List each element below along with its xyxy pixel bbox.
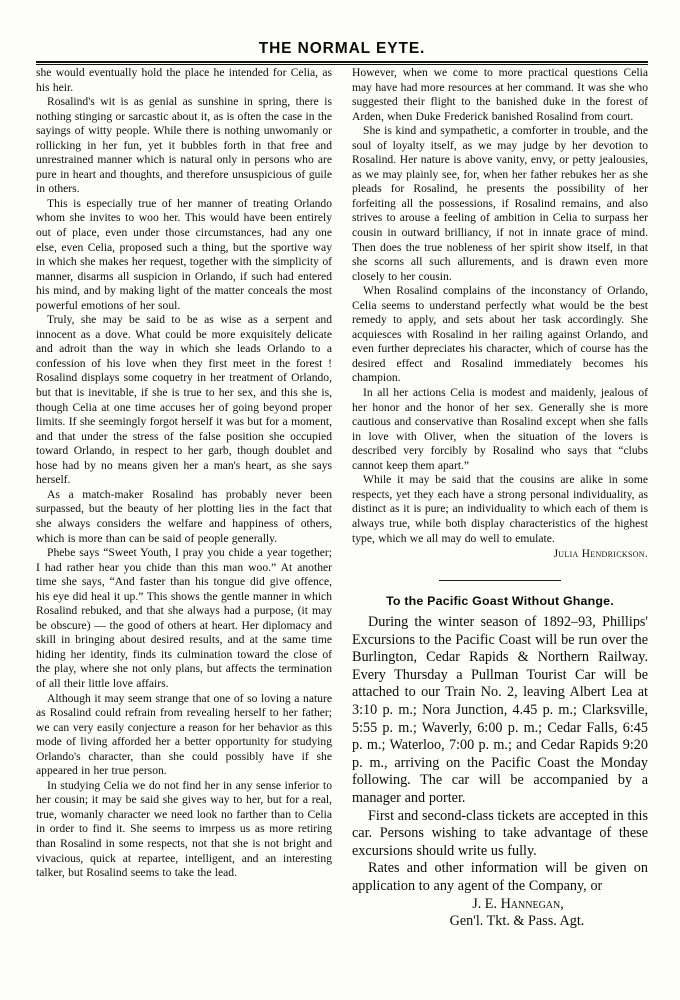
agent-name: [352, 896, 648, 914]
paragraph: Truly, she may be said to be as wise as a serpent and innocent as a dove. What could be more exquisitely delicate and adroit than the way in which she leads Orlando to a confession of his love when they first meet in the forest ! Rosalind displays some coquetry in her treatment of Orlando, but that is inevitable, if she is true to her sex, and this she is, though Celia at one time accuses her of going beyond proper limits. If she seemingly forgot herself it was but for a moment, and that under the stress of the false position she occupied toward Orlando, in respect to her garb, though doublet and hose had by no means given her a man's heart, as she says herself.: [36, 313, 332, 487]
paragraph: Phebe says “Sweet Youth, I pray you chide a year together; I had rather hear you chide than this man woo.” At another time she says, “And faster than his tongue did give offence, his eye did heal it up.” This shows the gentle manner in which Rosalind rebuked, and that she always had a purpose, (it may be obscure) — the good of others at heart. Her diplomacy and skill in bringing about desired results, and at the same time hiding her identity, finds its culmination toward the close of the play, where she not only plans, but affects the termination of all their little love affairs.: [36, 546, 332, 690]
paragraph: Rosalind's wit is as genial as sunshine in spring, there is nothing stinging or sarcastic about it, as is often the case in the sayings of witty people. While there is nothing unwomanly or rollicking in her fun, yet it bubbles forth in that free and unrestrained manner which is natural only in persons who are pure in heart and thoughts, and therefore unsuspicious of guile in others.: [36, 95, 332, 196]
paragraph: However, when we come to more practical questions Celia may have had more resources at her command. It was she who suggested their flight to the banished duke in the forest of Arden, when Duke Frederick banished Rosalind from court.: [352, 66, 648, 123]
paragraph: When Rosalind complains of the inconstancy of Orlando, Celia seems to understand perfectly what would be the best remedy to apply, and sets about her task accordingly. She acquiesces with Rosalind in her railing against Orlando, and even further depreciates his character, which of course has the desired effect and Rosalind immediately becomes his champion.: [352, 284, 648, 385]
masthead-divider: [36, 61, 648, 65]
left-column-body: [36, 66, 332, 881]
section-divider: [439, 580, 561, 581]
article-signature: Julia Hendrickson.: [553, 548, 648, 561]
agent-initials: J. E.: [472, 895, 501, 912]
section-divider-wrap: [352, 568, 648, 586]
paragraph: Although it may seem strange that one of so loving a nature as Rosalind could refrain from revealing herself to her father; we can very easily conjecture a reason for her behavior as this mode of living afforded her a better opportunity for studying Orlando's character, than she could possibly have if she appeared in her true person.: [36, 691, 332, 778]
paragraph: While it may be said that the cousins are alike in some respects, yet they each have a strong personal individuality, as distinct as it is pure; an individuality to which each of them is always true, while both display characteristics of the highest type, which we all may do well to emulate.: [352, 473, 648, 545]
agent-surname: Hannegan,: [500, 895, 564, 912]
paragraph: This is especially true of her manner of treating Orlando whom she invites to woo her. This would have been entirely out of place, even under those circumstances, had any one else, even Celia, proposed such a thing, but the sportive way in which she makes her request, together with the simplicity of manner, disarms all suspicion in Orlando, if such had entered his mind, and by making light of the matter conceals the most powerful emotions of her soul.: [36, 196, 332, 312]
advertisement-signature: [352, 896, 648, 931]
paragraph: First and second-class tickets are accepted in this car. Persons wishing to take advantage of these excursions should write us fully.: [352, 807, 648, 859]
paragraph: In all her actions Celia is modest and maidenly, jealous of her honor and the honor of her sex. Generally she is more cautious and conservative than Rosalind except when she falls in love with Oliver, when the situation of the lovers is described very forcibly by Rosalind who says that “clubs cannot keep them apart.”: [352, 386, 648, 472]
paragraph: Rates and other information will be given on application to any agent of the Company, or: [352, 860, 648, 894]
agent-title: Gen'l. Tkt. & Pass. Agt.: [449, 913, 585, 930]
paragraph: she would eventually hold the place he intended for Celia, as his heir.: [36, 66, 332, 94]
right-column: [352, 66, 648, 931]
left-column: [36, 66, 332, 881]
right-column-body: [352, 66, 648, 546]
advertisement-heading: To the Pacific Goast Without Ghange.: [386, 594, 614, 609]
page-title: THE NORMAL EYTE.: [258, 40, 426, 57]
masthead: [36, 40, 648, 65]
paragraph: She is kind and sympathetic, a comforter in trouble, and the soul of loyalty itself, as we may judge by her devotion to Rosalind. Her nature is above vanity, envy, or petty jealousies, as we may plainly see, for, when her father rebukes her as she pleads for Rosalind, he presents the possibility of her forfeiting all the possessions, if Rosalind remains, and also strives to arouse a feeling of ambition in Celia to surpass her cousin in outward brilliancy, if not in innate grace of mind. Then does the true nobleness of her spirit show itself, in that she scorns all such allurements, and is drawn even more closely to her cousin.: [352, 124, 648, 283]
advertisement-body: [352, 614, 648, 896]
article-columns: [36, 66, 648, 976]
paragraph: In studying Celia we do not find her in any sense inferior to her cousin; it may be said she gives way to her, but for a real, true, womanly character we need look no farther than to Celia in order to find it. She seems to imrpess us as more retiring than Rosalind in some respects, not that she is not bright and vivacious, quick at repartee, intelligent, and an interesting talker, but Rosalind seems to take the lead.: [36, 778, 332, 880]
paragraph: During the winter season of 1892–93, Phillips' Excursions to the Pacific Coast will be run over the Burlington, Cedar Rapids & Northern Railway. Every Thursday a Pullman Tourist Car will be attached to our Train No. 2, leaving Albert Lea at 3:10 p. m.; Nora Junction, 4.45 p. m.; Clarksville, 5:55 p. m.; Waverly, 6:00 p. m.; Cedar Falls, 6:45 p. m.; Waterloo, 7:00 p. m.; and Cedar Rapids 9:20 p. m., arriving on the Pacific Coast the Monday following. The car will be accompanied by a manager and porter.: [352, 614, 648, 806]
paragraph: As a match-maker Rosalind has probably never been surpassed, but the beauty of her plotting lies in the fact that she always considers the welfare and happiness of others, which is more than can be said of people generally.: [36, 487, 332, 545]
